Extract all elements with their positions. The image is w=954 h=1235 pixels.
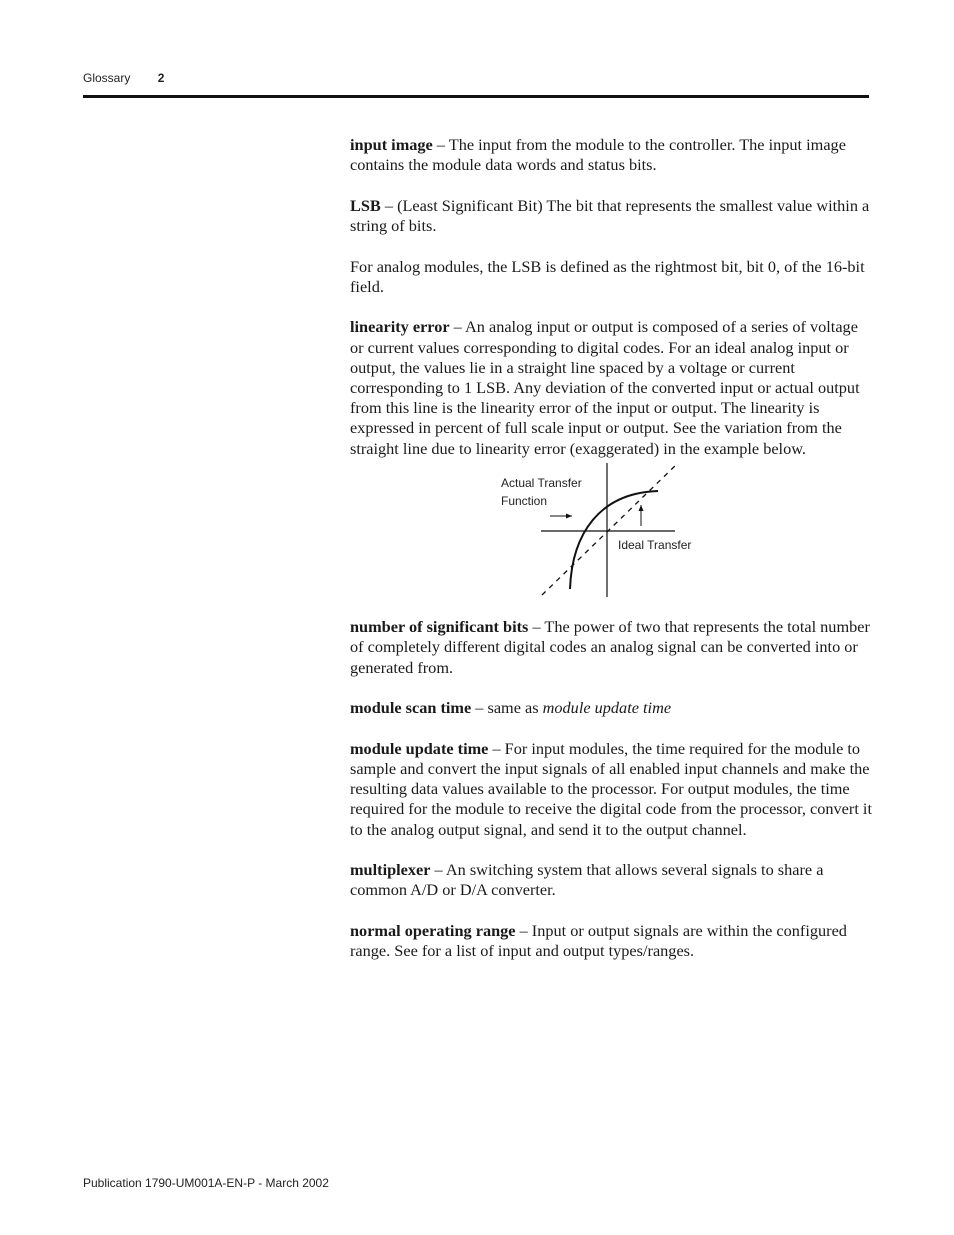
actual-transfer-label-line1: Actual Transfer [501,476,582,491]
term-separator: – [528,617,545,637]
term: multiplexer [350,860,431,880]
definition: The input from the module to the controller. The input image contains the module data words and status bits. [350,135,846,175]
ideal-transfer-label: Ideal Transfer [618,538,692,553]
header-rule [83,95,869,98]
ideal-transfer-arrowhead [639,505,644,511]
cross-reference-term: module update time [542,698,672,718]
definition: (Least Significant Bit) The bit that represents the smallest value within a string of bits. [350,195,870,235]
term-separator: – [430,860,446,880]
glossary-entry-module-update-time [350,739,872,840]
term-separator: – [432,135,449,154]
term-separator: – [488,738,505,758]
actual-transfer-arrowhead [566,514,572,519]
actual-transfer-label [501,474,582,510]
glossary-content [350,135,872,982]
glossary-entry-lsb [350,196,872,236]
definition: same as [487,698,543,718]
definition: For input modules, the time required for the module to sample and convert the input signals of all enabled input channels and make the resulting data values available to the processor. For output modules, the time required for the module to receive the digital code from the processor, convert it to the analog output signal, and send it to the output channel. [350,738,872,839]
definition: An analog input or output is composed of a series of voltage or current values corresponding to digital codes. For an ideal analog input or output, the values lie in a straight line spaced by a voltage or current corresponding to 1 LSB. Any deviation of the converted input or actual output from this line is the linearity error of the input or output. The linearity is expressed in percent of full scale input or output. See the variation from the straight line due to linearity error (exaggerated) in the example below. [350,317,860,458]
term-separator: – [471,698,488,718]
linearity-error-diagram [350,463,872,599]
term-separator: – [380,195,398,215]
linearity-diagram-graphic [350,463,872,599]
glossary-entry-linearity-error [350,317,872,458]
header-section-title: Glossary [83,71,131,85]
definition: The power of two that represents the total number of completely different digital codes an analog signal can be converted into or generated from. [350,617,870,677]
glossary-entry-normal-operating-range [350,921,872,961]
definition: An switching system that allows several signals to share a common A/D or D/A converter. [350,860,824,900]
term-separator: – [515,921,532,940]
page-header [83,71,164,85]
term: module scan time [350,698,472,718]
term: number of significant bits [350,617,529,637]
term: linearity error [350,317,450,337]
actual-transfer-label-line2: Function [501,494,548,509]
term: input image [350,135,433,154]
header-page-number: 2 [157,71,165,85]
page-footer: Publication 1790-UM001A-EN-P - March 2002 [83,1176,329,1190]
glossary-entry-number-of-significant-bits [350,617,872,678]
definition: Input or output signals are within the configured range. See for a list of input and output types/ranges. [350,921,847,961]
glossary-paragraph-lsb-note: For analog modules, the LSB is defined as the rightmost bit, bit 0, of the 16-bit field. [350,256,865,296]
glossary-entry-input-image [350,135,872,175]
term: LSB [350,195,381,215]
term: module update time [350,738,489,758]
glossary-entry-module-scan-time [350,698,872,718]
term: normal operating range [350,921,516,940]
term-separator: – [449,317,465,337]
glossary-entry-multiplexer [350,860,872,900]
